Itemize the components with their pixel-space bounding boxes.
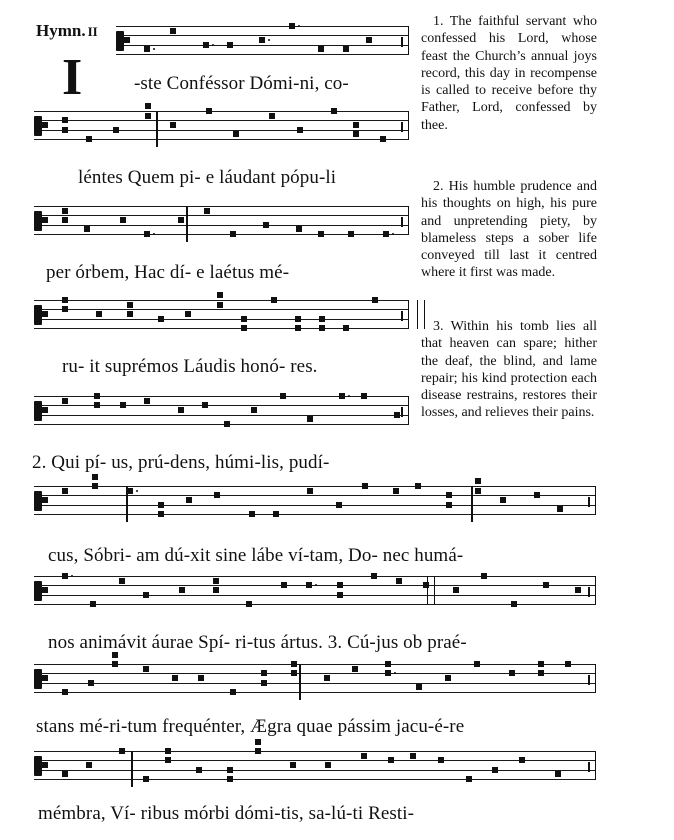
staff-end-line [595,664,597,693]
neume-note [86,762,92,768]
neume-note [62,208,68,214]
staff-line [34,760,596,761]
neume-note [255,739,261,745]
staff-line [34,505,596,506]
staff-line [34,692,596,693]
staff-6 [34,486,596,516]
neume-note [543,582,549,588]
neume-note [343,325,349,331]
custos-icon [588,675,590,685]
neume-note [206,108,212,114]
neume-note [62,573,68,579]
neume-note [84,226,90,232]
neume-note [534,492,540,498]
custos-icon [401,217,403,227]
neume-note [249,511,255,517]
staff-line [34,215,409,216]
clef-icon [34,401,42,421]
neume-note [519,757,525,763]
neume-note [178,217,184,223]
neume-note [251,407,257,413]
custos-icon [588,497,590,507]
neume-note [119,578,125,584]
neume-note [538,661,544,667]
neume-note [170,28,176,34]
neume-note [198,675,204,681]
neume-note [353,122,359,128]
neume-note [348,231,354,237]
neume-note [227,42,233,48]
neume-note [339,393,345,399]
staff-2 [34,111,409,141]
neume-note [410,753,416,759]
clef-icon [34,491,42,511]
lyric-line-7: nos animávit áurae Spí- ri-tus ártus. 3. Cú-jus ob praé- [48,632,467,653]
clef-icon [34,669,42,689]
staff-1 [116,26,409,56]
translation-verse-3-text: 3. Within his tomb lies all that heaven can spare; hither the deaf, the blind, and lame repair; his kind protection each disease restrains, restores their losses, and relieves their pains. [421,319,597,421]
staff-line [34,486,596,487]
lyric-line-6: cus, Sóbri- am dú-xit sine lábe ví-tam, Do- nec humá- [48,545,464,566]
neume-note [62,306,68,312]
neume-note [555,771,561,777]
staff-line [34,664,596,665]
neume-note [575,587,581,593]
staff-end-line [408,26,410,55]
lyric-line-2: léntes Quem pi- e láudant pópu-li [78,167,337,188]
neume-note [353,131,359,137]
neume-note [165,748,171,754]
neume-note [492,767,498,773]
mora-dot [268,39,270,41]
neume-note [306,582,312,588]
neume-note [290,762,296,768]
bar-line [126,486,128,522]
neume-note [230,231,236,237]
staff-7 [34,576,596,606]
neume-note [62,488,68,494]
neume-note [62,117,68,123]
bar-line [471,486,473,522]
double-bar-line [427,576,435,605]
mora-dot [348,395,350,397]
translation-verse-1 [421,13,597,134]
neume-note [466,776,472,782]
custos-icon [401,311,403,321]
staff-end-line [595,486,597,515]
bar-line [131,751,133,787]
staff-line [34,206,409,207]
translation-verse-1-text: 1. The faithful servant who confessed his Lord, whose feast the Church’s annual joys record, this day in recompense is called to receive before thy Father, Lord, confessed by thee. [421,14,597,133]
lyric-line-9: mémbra, Ví- ribus mórbi dómi-tis, sa-lú-ti Resti- [38,803,415,824]
neume-note [261,670,267,676]
neume-note [144,398,150,404]
neume-note [145,103,151,109]
neume-note [246,601,252,607]
neume-note [241,316,247,322]
staff-end-line [408,300,410,329]
neume-note [113,127,119,133]
custos-icon [401,37,403,47]
neume-note [185,311,191,317]
neume-note [158,502,164,508]
staff-end-line [408,396,410,425]
neume-note [324,675,330,681]
neume-note [474,661,480,667]
neume-note [204,208,210,214]
neume-note [143,776,149,782]
staff-8 [34,664,596,694]
neume-note [453,587,459,593]
neume-note [62,297,68,303]
neume-note [538,670,544,676]
staff-line [34,405,409,406]
neume-note [90,601,96,607]
neume-note [261,680,267,686]
neume-note [127,311,133,317]
lyric-line-4: ru- it suprémos Láudis honó- res. [62,356,318,377]
neume-note [96,311,102,317]
initial-letter: I [62,49,83,106]
staff-line [116,26,409,27]
neume-note [362,483,368,489]
neume-note [565,661,571,667]
neume-note [296,226,302,232]
neume-note [291,661,297,667]
neume-note [343,46,349,52]
neume-note [170,122,176,128]
neume-note [112,661,118,667]
staff-line [116,45,409,46]
neume-note [62,689,68,695]
staff-line [34,328,409,329]
neume-note [145,113,151,119]
neume-note [271,297,277,303]
neume-note [143,666,149,672]
translation-verse-3 [421,318,597,422]
neume-note [224,421,230,427]
neume-note [289,23,295,29]
clef-icon [34,756,42,776]
neume-note [438,757,444,763]
neume-note [307,416,313,422]
neume-note [361,753,367,759]
neume-note [158,511,164,517]
mora-dot [71,575,73,577]
neume-note [325,762,331,768]
hymn-number: II [87,24,98,39]
neume-note [372,297,378,303]
neume-note [144,46,150,52]
staff-line [34,595,596,596]
neume-note [255,748,261,754]
neume-note [307,488,313,494]
neume-note [94,393,100,399]
neume-note [388,757,394,763]
neume-note [385,661,391,667]
staff-line [34,309,409,310]
staff-9 [34,751,596,781]
neume-note [385,670,391,676]
staff-end-line [408,111,410,140]
neume-note [383,231,389,237]
neume-note [179,587,185,593]
staff-line [34,111,409,112]
neume-note [557,506,563,512]
neume-note [127,302,133,308]
neume-note [120,402,126,408]
neume-note [511,601,517,607]
staff-line [34,424,409,425]
neume-note [119,748,125,754]
neume-note [62,398,68,404]
neume-note [280,393,286,399]
neume-note [361,393,367,399]
neume-note [273,511,279,517]
lyric-line-3: per órbem, Hac dí- e laétus mé- [46,262,290,283]
neume-note [500,497,506,503]
clef-icon [34,305,42,325]
neume-note [202,402,208,408]
neume-note [259,37,265,43]
neume-note [213,587,219,593]
neume-note [318,231,324,237]
staff-line [34,396,409,397]
custos-icon [588,762,590,772]
clef-icon [34,116,42,136]
neume-note [446,502,452,508]
neume-note [88,680,94,686]
neume-note [230,689,236,695]
custos-icon [401,122,403,132]
neume-note [371,573,377,579]
neume-note [319,316,325,322]
neume-note [186,497,192,503]
lyric-line-5: 2. Qui pí- us, prú-dens, húmi-lis, pudí- [32,452,330,473]
neume-note [331,108,337,114]
neume-note [143,592,149,598]
staff-end-line [595,576,597,605]
clef-icon [34,211,42,231]
neume-note [396,578,402,584]
neume-note [269,113,275,119]
custos-icon [588,587,590,597]
staff-line [34,770,596,771]
staff-line [34,779,596,780]
bar-line [186,206,188,242]
neume-note [394,412,400,418]
bar-line [156,111,158,147]
staff-5 [34,396,409,426]
neume-note [62,771,68,777]
neume-note [227,776,233,782]
staff-line [34,514,596,515]
neume-note [416,684,422,690]
staff-line [34,495,596,496]
neume-note [241,325,247,331]
staff-line [116,54,409,55]
neume-note [62,127,68,133]
neume-note [475,488,481,494]
staff-4 [34,300,409,330]
translation-verse-2-text: 2. His humble prudence and his thoughts on high, his pure and unpretending piety, by blameless steps a sober life conveyed till last it centred where it first was made. [421,179,597,281]
neume-note [214,492,220,498]
neume-note [297,127,303,133]
neume-note [281,582,287,588]
neume-note [352,666,358,672]
neume-note [165,757,171,763]
neume-note [62,217,68,223]
neume-note [144,231,150,237]
neume-note [380,136,386,142]
staff-end-line [595,751,597,780]
neume-note [92,474,98,480]
neume-note [475,478,481,484]
neume-note [415,483,421,489]
staff-line [34,576,596,577]
neume-note [213,578,219,584]
neume-note [366,37,372,43]
neume-note [92,483,98,489]
custos-icon [401,407,403,417]
neume-note [295,325,301,331]
neume-note [336,502,342,508]
staff-3 [34,206,409,236]
bar-line [299,664,301,700]
mora-dot [136,490,138,492]
neume-note [120,217,126,223]
clef-icon [116,31,124,51]
neume-note [295,316,301,322]
staff-line [34,319,409,320]
neume-note [233,131,239,137]
hymn-label-text: Hymn. [36,21,86,40]
neume-note [217,292,223,298]
neume-note [263,222,269,228]
neume-note [445,675,451,681]
neume-note [217,302,223,308]
mora-dot [298,25,300,27]
mora-dot [212,44,214,46]
neume-note [509,670,515,676]
lyric-line-1: -ste Conféssor Dómi-ni, co- [134,73,349,94]
translation-verse-2 [421,178,597,282]
neume-note [172,675,178,681]
mora-dot [153,48,155,50]
staff-line [34,415,409,416]
neume-note [337,592,343,598]
neume-note [291,670,297,676]
neume-note [337,582,343,588]
neume-note [196,767,202,773]
neume-note [94,402,100,408]
neume-note [178,407,184,413]
neume-note [446,492,452,498]
neume-note [319,325,325,331]
clef-icon [34,581,42,601]
staff-end-line [408,206,410,235]
neume-note [481,573,487,579]
neume-note [203,42,209,48]
neume-note [158,316,164,322]
neume-note [393,488,399,494]
neume-note [318,46,324,52]
neume-note [86,136,92,142]
staff-line [34,683,596,684]
hymn-label [36,21,98,41]
neume-note [227,767,233,773]
lyric-line-8: stans mé-ri-tum frequénter, Ægra quae pássim jacu-é-re [36,716,465,737]
